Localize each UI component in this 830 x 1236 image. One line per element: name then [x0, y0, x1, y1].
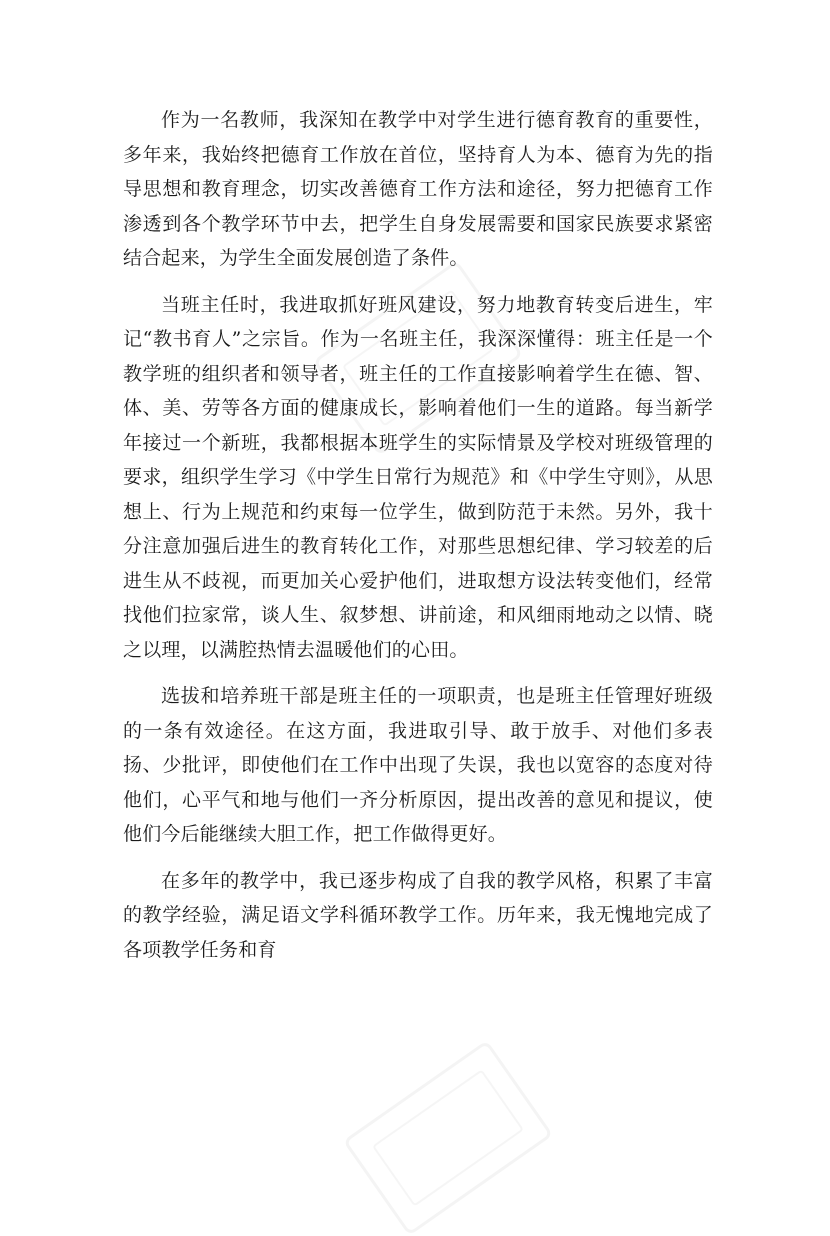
watermark-inner — [372, 1069, 524, 1206]
watermark-stamp — [343, 1040, 554, 1236]
paragraph: 选拔和培养班干部是班主任的一项职责，也是班主任管理好班级的一条有效途径。在这方面，我进取引导、敢于放手、对他们多表扬、少批评，即使他们在工作中出现了失误，我也以宽容的态度对待他们，心平气和地与他们一齐分析原因，提出改善的意见和提议，使他们今后能继续大胆工作，把工作做得更好。 — [123, 685, 713, 845]
paragraph: 当班主任时，我进取抓好班风建设，努力地教育转变后进生，牢记“教书育人”之宗旨。作为一名班主任，我深深懂得：班主任是一个教学班的组织者和领导者，班主任的工作直接影响着学生在德、智、体、美、劳等各方面的健康成长，影响着他们一生的道路。每当新学年接过一个新班，我都根据本班学生的实际情景及学校对班级管理的要求，组织学生学习《中学生日常行为规范》和《中学生守则》，从思想上、行为上规范和约束每一位学生，做到防范于未然。另外，我十分注意加强后进生的教育转化工作，对那些思想纪律、学习较差的后进生从不歧视，而更加关心爱护他们，进取想方设法转变他们，经常找他们拉家常，谈人生、叙梦想、讲前途，和风细雨地动之以情、晓之以理，以满腔热情去温暖他们的心田。 — [123, 293, 713, 661]
paragraph: 在多年的教学中，我已逐步构成了自我的教学风格，积累了丰富的教学经验，满足语文学科循环教学工作。历年来，我无愧地完成了各项教学任务和育 — [123, 869, 713, 961]
paragraph: 作为一名教师，我深知在教学中对学生进行德育教育的重要性，多年来，我始终把德育工作放在首位，坚持育人为本、德育为先的指导思想和教育理念，切实改善德育工作方法和途径，努力把德育工作渗透到各个教学环节中去，把学生自身发展需要和国家民族要求紧密结合起来，为学生全面发展创造了条件。 — [123, 109, 713, 269]
document-body — [123, 103, 713, 979]
